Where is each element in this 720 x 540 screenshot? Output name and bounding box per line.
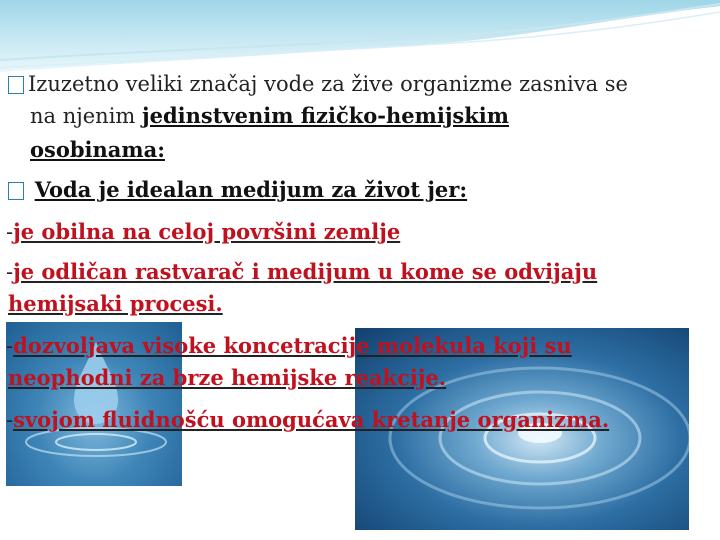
reason-3-text-2: neophodni za brze hemijske reakcije.: [8, 365, 447, 390]
dash: -: [6, 334, 14, 358]
reason-1: [6, 220, 400, 244]
reason-4-text: svojom fluidnošću omogućava kretanje organizma.: [13, 407, 610, 432]
intro-text-1: Izuzetno veliki značaj vode za žive organizme zasniva se: [28, 72, 628, 96]
bullet-square-icon: [8, 182, 24, 200]
dash: -: [6, 260, 14, 284]
reason-2: [6, 260, 597, 284]
reason-2-text-1: je odličan rastvarač i medijum u kome se odvijaju: [13, 259, 598, 284]
intro-line-1: [8, 72, 628, 96]
reason-4: [6, 408, 609, 432]
bullet-square-icon: [8, 76, 24, 94]
reason-3-cont: [8, 366, 446, 390]
reason-2-cont: [8, 292, 223, 316]
heading-line: [8, 178, 467, 202]
heading-text: Voda je idealan medijum za život jer:: [34, 177, 468, 202]
dash: -: [6, 408, 14, 432]
intro-line-2: [30, 104, 509, 128]
reason-1-text: je obilna na celoj površini zemlje: [13, 219, 401, 244]
intro-text-3: osobinama:: [30, 137, 165, 162]
intro-line-3: [30, 138, 165, 162]
intro-text-2-underlined: jedinstvenim fizičko-hemijskim: [142, 103, 509, 128]
reason-3-text-1: dozvoljava visoke koncetracije molekula koji su: [13, 333, 572, 358]
reason-3: [6, 334, 572, 358]
reason-2-text-2: hemijsaki procesi.: [8, 291, 223, 316]
intro-text-2: na njenim: [30, 104, 143, 128]
dash: -: [6, 220, 14, 244]
